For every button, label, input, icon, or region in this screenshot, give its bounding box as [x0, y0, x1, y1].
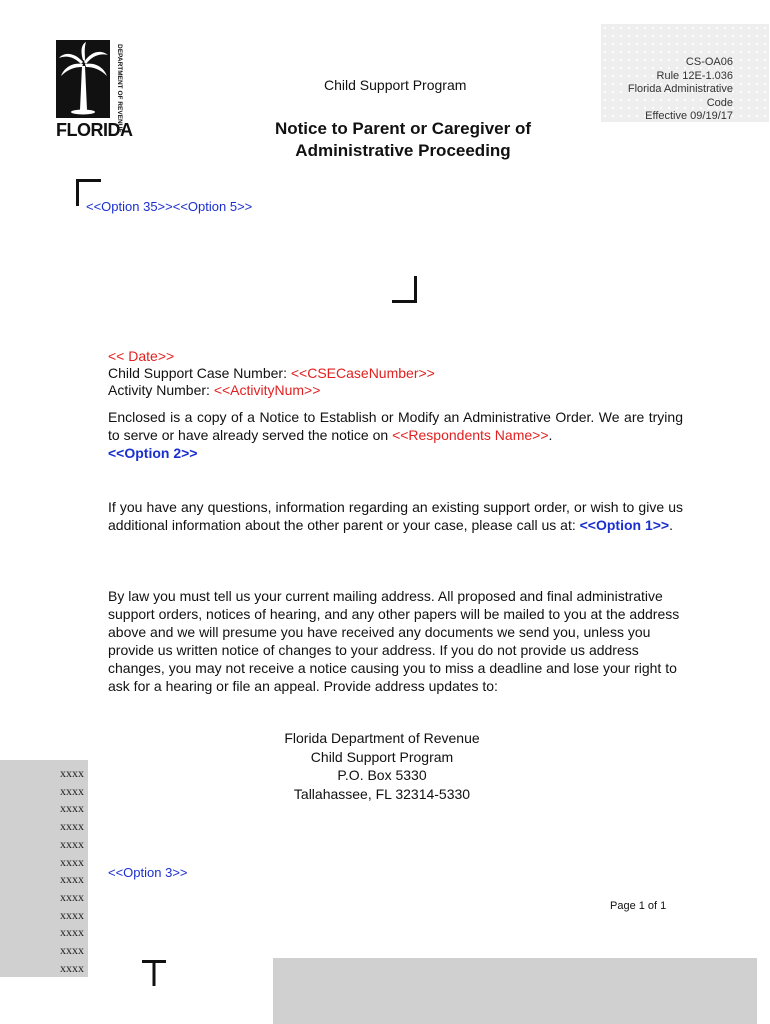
activity-number-placeholder: <<ActivityNum>>	[213, 382, 321, 398]
effective-date: Effective 09/19/17	[645, 110, 733, 122]
option-2-placeholder: <<Option 2>>	[108, 445, 198, 461]
contact-paragraph	[108, 498, 683, 534]
address-option-placeholder: <<Option 35>><<Option 5>>	[86, 199, 253, 214]
case-number-label: Child Support Case Number:	[108, 365, 291, 381]
form-id-box	[601, 24, 769, 122]
notice-text: Enclosed is a copy of a Notice to Establish or Modify an Administrative Order. We are trying to serve or have already served the notice on	[108, 409, 683, 443]
option-1-placeholder: <<Option 1>>	[579, 517, 670, 533]
activity-number-line	[108, 382, 435, 399]
notice-paragraph	[108, 408, 683, 462]
fold-tee-mark	[142, 958, 168, 988]
notice-tail: .	[548, 427, 553, 443]
address-line-3: P.O. Box 5330	[337, 767, 427, 783]
date-placeholder: << Date>>	[108, 348, 175, 364]
side-mark: xxxx	[60, 854, 84, 869]
side-mark: xxxx	[60, 819, 84, 834]
mailing-address	[240, 729, 524, 803]
address-line-4: Tallahassee, FL 32314-5330	[293, 785, 471, 802]
side-mark: xxxx	[60, 783, 84, 798]
title-line-1: Notice to Parent or Caregiver of	[274, 119, 531, 138]
address-line-2: Child Support Program	[310, 748, 454, 765]
form-id: CS-OA06	[685, 56, 733, 68]
side-mark: xxxx	[60, 943, 84, 958]
agency-logo-text: FLORIDA	[56, 120, 133, 140]
activity-number-label: Activity Number:	[108, 382, 214, 398]
side-mark: xxxx	[60, 872, 84, 887]
admin-code: Florida Administrative Code	[627, 83, 733, 109]
side-mark: xxxx	[60, 889, 84, 904]
side-mark: xxxx	[60, 836, 84, 851]
address-change-paragraph: By law you must tell us your current mailing address. All proposed and final administrative support orders, notices of hearing, and any other papers will be mailed to you at the address above and we will presume you have received any documents we send you, unless you provide us written notice of changes to your address. If you do not provide us address changes, you may not receive a notice causing you to miss a deadline and lose your right to ask for a hearing or file an appeal. Provide address updates to:	[108, 588, 680, 694]
title-line-2: Administrative Proceeding	[295, 141, 511, 160]
rule-number: Rule 12E-1.036	[656, 69, 733, 82]
page-number: Page 1 of 1	[610, 900, 667, 912]
case-number-placeholder: <<CSECaseNumber>>	[290, 365, 435, 381]
contact-text: If you have any questions, information regarding an existing support order, or wish to give us additional information about the other parent or your case, please call us at:	[108, 499, 683, 533]
side-marks-list	[60, 765, 84, 977]
case-number-line	[108, 365, 435, 382]
side-mark: xxxx	[60, 925, 84, 940]
respondent-placeholder: <<Respondents Name>>	[392, 427, 549, 443]
agency-vertical-text: DEPARTMENT OF REVENUE	[116, 44, 123, 133]
program-name: Child Support Program	[324, 77, 467, 93]
option-3-placeholder: <<Option 3>>	[108, 865, 188, 880]
document-title	[180, 118, 626, 162]
address-window-corner-bottom-right	[392, 276, 417, 303]
bottom-gray-panel	[273, 958, 757, 1024]
contact-tail: .	[669, 517, 673, 533]
side-mark: xxxx	[60, 766, 84, 780]
address-line-1: Florida Department of Revenue	[284, 730, 480, 746]
side-mark: xxxx	[60, 960, 84, 975]
side-mark: xxxx	[60, 801, 84, 816]
side-mark: xxxx	[60, 907, 84, 922]
case-info	[108, 348, 435, 399]
